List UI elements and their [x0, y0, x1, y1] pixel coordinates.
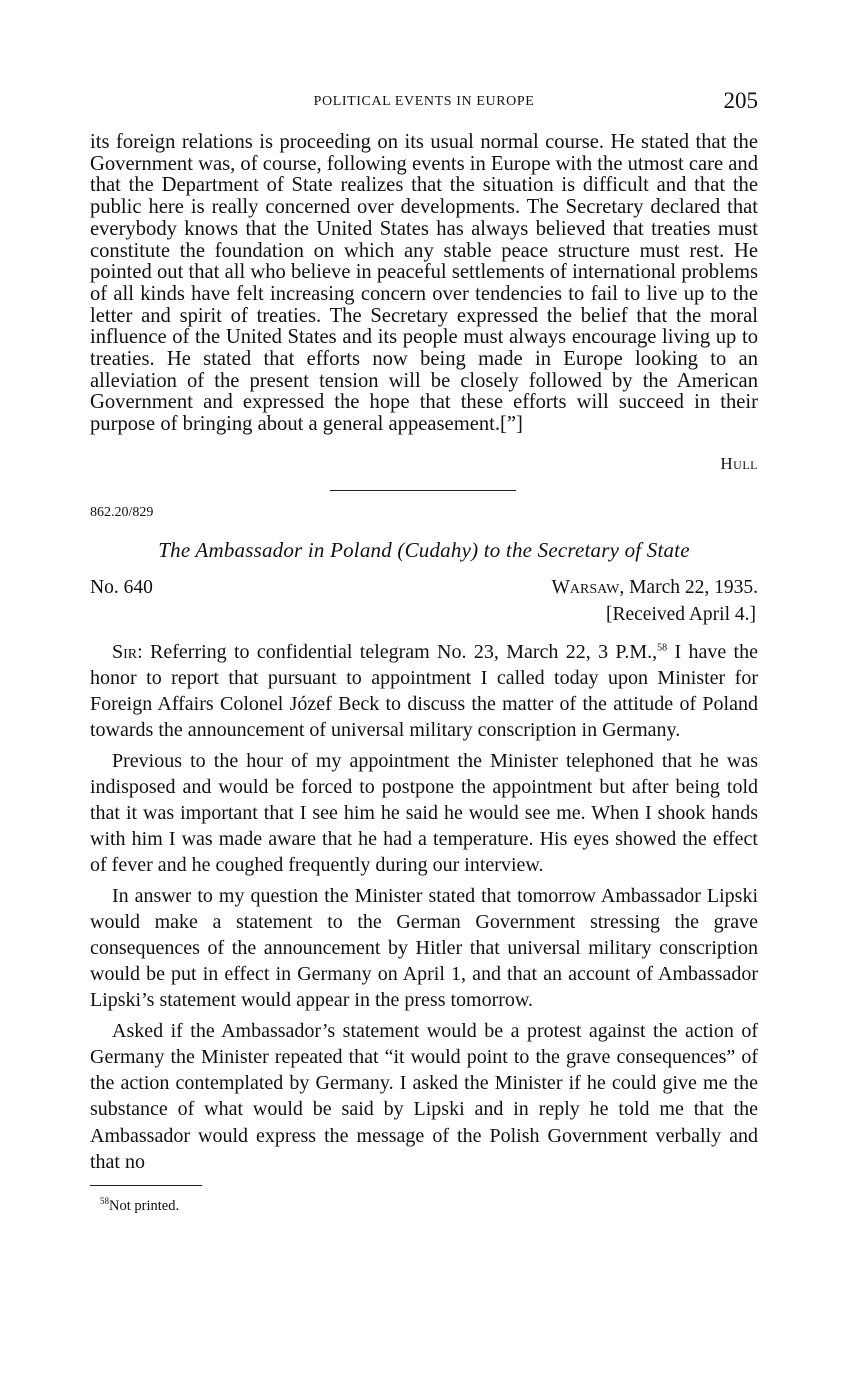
continuation-paragraph: its foreign relations is proceeding on its usual normal course. He stated that the Government was, of course, following events in Europe with the utmost care and that the Department of State realizes that the situation is difficult and that the public here is really concerned over developments. The Secretary declared that everybody knows that the United States has always believed that treaties must constitute the foundation on which any stable peace structure must rest. He pointed out that all who believe in peaceful settlements of international problems of all kinds have felt increasing concern over tendencies to fail to live up to the letter and spirit of treaties. The Secretary expressed the belief that the moral influence of the United States and its people must always encourage living up to treaties. He stated that efforts now being made in Europe looking to an alleviation of the present tension will be closely followed by the American Government and expressed the hope that these efforts will succeed in their purpose of bringing about a general appeasement.[”] — [90, 131, 758, 436]
document-page — [90, 88, 758, 1215]
section-divider — [330, 490, 516, 491]
footnote — [90, 1198, 758, 1215]
running-title: POLITICAL EVENTS IN EUROPE — [313, 94, 535, 109]
running-head — [90, 88, 758, 118]
dateline-place: Warsaw — [551, 576, 620, 598]
body-paragraph-1 — [90, 639, 758, 744]
body-paragraph-2: Previous to the hour of my appointment the Minister telephoned that he was indisposed and would be forced to postpone the appointment but after being told that it was important that I see him he said he would see me. When I shook hands with him I was made aware that he had a temperature. His eyes showed the effect of fever and he coughed frequently during our interview. — [90, 749, 758, 877]
document-meta — [90, 577, 758, 631]
footnote-mark: 58 — [100, 1196, 109, 1207]
footnote-reference: 58 — [657, 642, 668, 654]
paragraph-1-lead: : Referring to confidential telegram No. 23, March 22, 3 P.M., — [137, 640, 658, 663]
signature: Hull — [720, 453, 758, 473]
dateline — [552, 577, 759, 599]
file-reference: 862.20/829 — [90, 504, 154, 520]
footnote-text: Not printed. — [109, 1197, 180, 1214]
page-number: 205 — [723, 88, 758, 113]
footnote-divider — [90, 1185, 202, 1186]
body-paragraph-3: In answer to my question the Minister stated that tomorrow Ambassador Lipski would make a statement to the German Government stressing the grave consequences of the announcement by Hitler that universal military conscription would be put in effect in Germany on April 1, and that an account of Ambassador Lipski’s statement would appear in the press tomorrow. — [90, 884, 758, 1012]
paragraph-1-rest: I have the honor to report that pursuant to appointment I called today upon Minister for Foreign Affairs Colonel Józef Beck to discuss the matter of the attitude of Poland towards the announcement of universal military conscription in Germany. — [90, 640, 758, 742]
document-number: No. 640 — [90, 576, 153, 598]
salutation: Sir — [112, 640, 138, 663]
dateline-date: , March 22, 1935. — [619, 576, 758, 598]
body-paragraph-4: Asked if the Ambassador’s statement would be a protest against the action of Germany the Minister repeated that “it would point to the grave consequences” of the action contemplated by Germany. I asked the Minister if he could give me the substance of what would be said by Lipski and in reply he told me that the Ambassador would express the message of the Polish Government verbally and that no — [90, 1019, 758, 1173]
document-title: The Ambassador in Poland (Cudahy) to the Secretary of State — [158, 537, 690, 562]
received-date: [Received April 4.] — [606, 603, 756, 625]
